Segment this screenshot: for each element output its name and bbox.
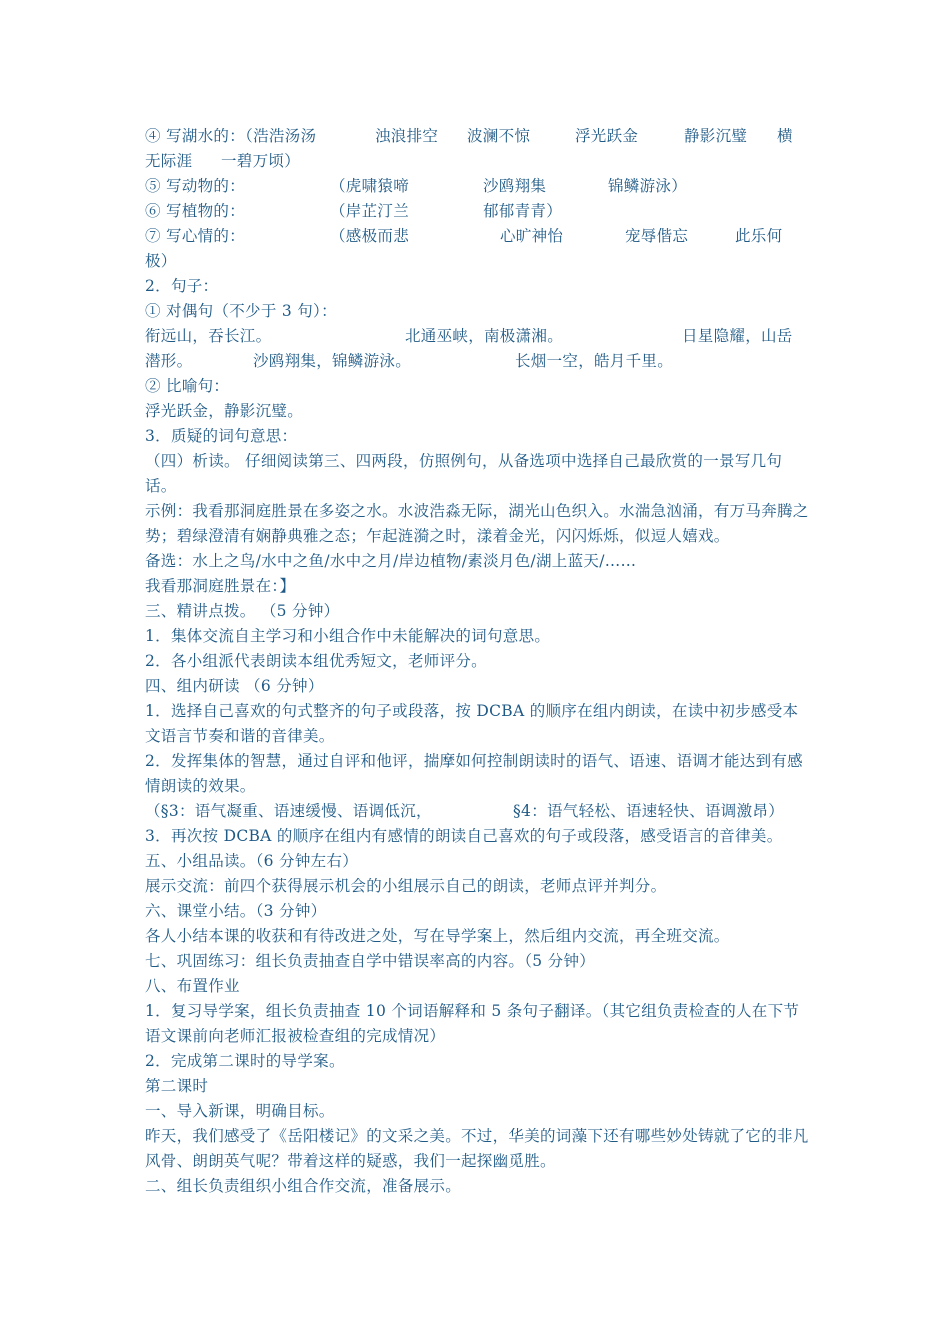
- duiou-sentence: 沙鸥翔集，锦鳞游泳。: [253, 352, 412, 370]
- tone-paragraph-4: §4：语气轻松、语速轻快、语调激昂）: [513, 802, 785, 820]
- section-5-item: 展示交流：前四个获得展示机会的小组展示自己的朗读，老师点评并判分。: [145, 877, 667, 895]
- lake-phrase: 无际涯: [145, 152, 193, 170]
- mood-phrase: 宠辱偕忘: [625, 227, 689, 245]
- section-3-title: 三、精讲点拨。 （5 分钟）: [145, 602, 340, 620]
- example-paragraph: 示例：我看那洞庭胜景在多姿之水。水波浩淼无际，湖光山色织入。水湍急汹涌，有万马奔腾之势；碧绿澄清有娴静典雅之态；乍起涟漪之时，漾着金光，闪闪烁烁，似逗人嬉戏。: [145, 502, 809, 545]
- duiou-sentence: 衔远山，吞长江。: [145, 327, 272, 345]
- duiou-sentence: 长烟一空，皓月千里。: [515, 352, 674, 370]
- duiou-sentence: 北通巫峡，南极潇湘。: [405, 327, 564, 345]
- duiou-heading: ① 对偶句（不少于 3 句）：: [145, 302, 337, 320]
- section-4-item: 1．选择自己喜欢的句式整齐的句子或段落，按 DCBA 的顺序在组内朗读，在读中初步感受本文语言节奏和谐的音律美。: [145, 702, 799, 745]
- section-7-title: 七、巩固练习：组长负责抽查自学中错误率高的内容。（5 分钟）: [145, 952, 596, 970]
- mood-phrase: （感极而悲: [330, 227, 410, 245]
- animal-label: ⑤ 写动物的：: [145, 177, 246, 195]
- analysis-instruction: （四）析读。 仔细阅读第三、四两段，仿照例句，从备选项中选择自己最欣赏的一景写几句话。: [145, 452, 783, 495]
- lesson-2-section-1-text: 昨天，我们感受了《岳阳楼记》的文采之美。不过，华美的词藻下还有哪些妙处铸就了它的非凡风骨、朗朗英气呢？带着这样的疑惑，我们一起探幽觅胜。: [145, 1127, 809, 1170]
- animal-phrase: 锦鳞游泳）: [608, 177, 688, 195]
- lake-label: ④ 写湖水的：（浩浩汤汤: [145, 127, 317, 145]
- lake-phrase: 一碧万顷）: [221, 152, 301, 170]
- plant-line: [145, 199, 810, 224]
- animal-line: [145, 174, 810, 199]
- lesson-2-section-2-title: 二、组长负责组织小组合作交流，准备展示。: [145, 1177, 462, 1195]
- mood-phrase: 极）: [145, 252, 177, 270]
- mood-line-cont: [145, 249, 810, 274]
- section-4-item: 3．再次按 DCBA 的顺序在组内有感情的朗读自己喜欢的句子或段落，感受语言的音律美。: [145, 827, 783, 845]
- duiou-sentence: 潜形。: [145, 352, 193, 370]
- document-body: [145, 124, 810, 1199]
- lake-phrase: 浮光跃金: [575, 127, 639, 145]
- section-6-item: 各人小结本课的收获和有待改进之处，写在导学案上，然后组内交流，再全班交流。: [145, 927, 730, 945]
- animal-phrase: 沙鸥翔集: [483, 177, 547, 195]
- mood-phrase: 心旷神怡: [500, 227, 564, 245]
- lake-phrase: 横: [777, 127, 793, 145]
- duiou-line-cont: [145, 349, 810, 374]
- section-4-tone-line: [145, 799, 810, 824]
- duiou-line: [145, 324, 810, 349]
- mine-line: 我看那洞庭胜景在：】: [145, 577, 296, 595]
- section-4-title: 四、组内研读 （6 分钟）: [145, 677, 324, 695]
- options-line: 备选：水上之鸟/水中之鱼/水中之月/岸边植物/素淡月色/湖上蓝天/……: [145, 552, 637, 570]
- lesson-2-section-1-title: 一、导入新课，明确目标。: [145, 1102, 335, 1120]
- plant-phrase: （岸芷汀兰: [330, 202, 410, 220]
- section-4-item: 2．发挥集体的智慧，通过自评和他评，揣摩如何控制朗读时的语气、语速、语调才能达到有感情朗读的效果。: [145, 752, 803, 795]
- lesson-2-heading: 第二课时: [145, 1077, 209, 1095]
- lake-line: [145, 124, 810, 149]
- lake-line-cont: [145, 149, 810, 174]
- section-5-title: 五、小组品读。（6 分钟左右）: [145, 852, 359, 870]
- section-8-item: 1．复习导学案，组长负责抽查 10 个词语解释和 5 条句子翻译。（其它组负责检查的人在下节语文课前向老师汇报被检查组的完成情况）: [145, 1002, 800, 1045]
- plant-phrase: 郁郁青青）: [483, 202, 563, 220]
- lake-phrase: 浊浪排空: [375, 127, 439, 145]
- biyu-sentence: 浮光跃金，静影沉璧。: [145, 402, 304, 420]
- section-3-item: 1．集体交流自主学习和小组合作中未能解决的词句意思。: [145, 627, 551, 645]
- mood-label: ⑦ 写心情的：: [145, 227, 246, 245]
- plant-label: ⑥ 写植物的：: [145, 202, 246, 220]
- lake-phrase: 静影沉璧: [684, 127, 748, 145]
- section-8-title: 八、布置作业: [145, 977, 240, 995]
- section-6-title: 六、课堂小结。（3 分钟）: [145, 902, 327, 920]
- animal-phrase: （虎啸猿啼: [330, 177, 410, 195]
- mood-line: [145, 224, 810, 249]
- lake-phrase: 波澜不惊: [467, 127, 531, 145]
- section-8-item: 2．完成第二课时的导学案。: [145, 1052, 345, 1070]
- biyu-heading: ② 比喻句：: [145, 377, 230, 395]
- duiou-sentence: 日星隐耀，山岳: [682, 327, 793, 345]
- tone-paragraph-3: （§3：语气凝重、语速缓慢、语调低沉，: [145, 802, 432, 820]
- sentence-heading: 2．句子：: [145, 277, 219, 295]
- doubt-heading: 3．质疑的词句意思：: [145, 427, 298, 445]
- section-3-item: 2．各小组派代表朗读本组优秀短文，老师评分。: [145, 652, 487, 670]
- mood-phrase: 此乐何: [735, 227, 783, 245]
